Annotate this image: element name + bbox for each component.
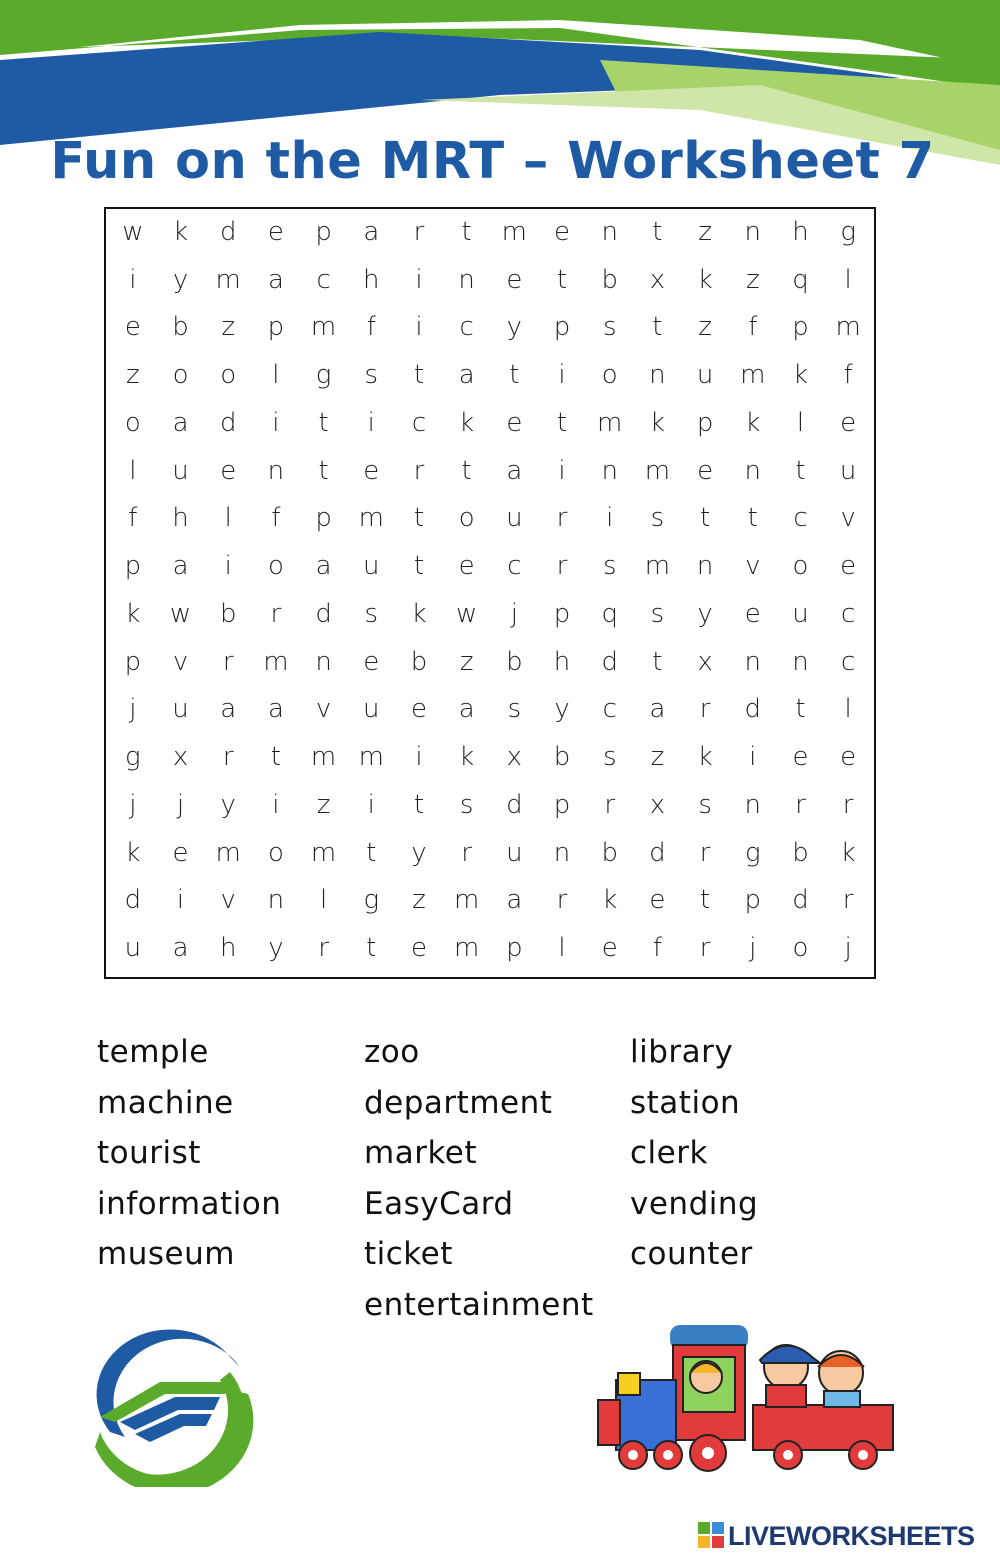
grid-letter[interactable]: l <box>129 455 137 486</box>
grid-letter[interactable]: u <box>363 551 380 582</box>
grid-letter[interactable]: t <box>366 933 377 964</box>
grid-letter[interactable]: s <box>364 360 379 391</box>
grid-letter[interactable]: a <box>458 360 475 391</box>
grid-letter[interactable]: m <box>597 407 623 438</box>
grid-letter[interactable]: d <box>506 789 523 820</box>
grid-letter[interactable]: l <box>224 503 232 534</box>
grid-letter[interactable]: p <box>267 312 285 343</box>
grid-letter[interactable]: f <box>748 312 758 343</box>
grid-letter[interactable]: t <box>318 455 329 486</box>
grid-letter[interactable]: k <box>840 837 856 868</box>
grid-letter[interactable]: u <box>839 455 857 486</box>
grid-letter[interactable]: h <box>553 646 571 677</box>
grid-letter[interactable]: m <box>310 312 337 343</box>
grid-letter[interactable]: a <box>363 216 380 247</box>
grid-letter[interactable]: f <box>843 360 853 391</box>
grid-letter[interactable]: t <box>270 742 281 773</box>
grid-letter[interactable]: y <box>268 933 284 964</box>
grid-letter[interactable]: l <box>319 885 328 916</box>
grid-letter[interactable]: s <box>459 789 474 820</box>
grid-letter[interactable]: t <box>652 646 663 677</box>
grid-letter[interactable]: h <box>792 216 809 247</box>
grid-letter[interactable]: x <box>506 742 523 773</box>
grid-letter[interactable]: g <box>315 360 332 391</box>
word-list-item: counter <box>630 1236 753 1273</box>
grid-letter[interactable]: v <box>840 503 856 534</box>
word-list-item: zoo <box>364 1034 420 1070</box>
grid-letter[interactable]: a <box>458 694 475 725</box>
grid-letter[interactable]: x <box>649 789 666 820</box>
grid-letter[interactable]: n <box>601 216 618 247</box>
grid-letter[interactable]: k <box>459 742 475 773</box>
grid-letter[interactable]: n <box>315 646 332 677</box>
grid-letter[interactable]: i <box>558 455 566 486</box>
grid-letter[interactable]: n <box>744 789 762 820</box>
grid-letter[interactable]: e <box>792 742 809 773</box>
grid-letter[interactable]: l <box>272 360 280 391</box>
grid-letter[interactable]: m <box>215 264 241 295</box>
grid-letter[interactable]: v <box>315 694 332 725</box>
word-list-item: vending <box>630 1185 759 1222</box>
grid-letter[interactable]: t <box>509 360 520 391</box>
grid-letter[interactable]: m <box>358 742 384 773</box>
grid-letter[interactable]: g <box>125 742 141 773</box>
grid-letter[interactable]: k <box>459 407 475 438</box>
grid-letter[interactable]: g <box>363 885 380 916</box>
grid-letter[interactable]: y <box>411 837 427 868</box>
grid-letter[interactable]: d <box>601 646 618 677</box>
grid-letter[interactable]: u <box>506 503 523 534</box>
grid-letter[interactable]: r <box>461 837 472 868</box>
grid-letter[interactable]: p <box>553 312 571 343</box>
grid-letter[interactable]: a <box>506 455 523 486</box>
grid-letter[interactable]: e <box>410 694 427 725</box>
grid-letter[interactable]: k <box>125 598 141 629</box>
grid-letter[interactable]: y <box>697 598 713 629</box>
grid-letter[interactable]: t <box>699 885 711 916</box>
grid-letter[interactable]: m <box>453 885 480 916</box>
word-list-item: market <box>364 1135 478 1172</box>
grid-letter[interactable]: x <box>697 646 713 677</box>
grid-letter[interactable]: t <box>652 312 663 343</box>
grid-letter[interactable]: r <box>556 551 568 582</box>
grid-letter[interactable]: d <box>315 598 332 629</box>
grid-letter[interactable]: g <box>840 216 856 247</box>
grid-letter[interactable]: e <box>220 455 237 486</box>
grid-letter[interactable]: z <box>316 789 331 820</box>
word-list-column-3 <box>630 1027 758 1280</box>
word-list-item: temple <box>97 1034 209 1070</box>
grid-letter[interactable]: t <box>795 455 806 486</box>
grid-letter[interactable]: o <box>124 407 141 438</box>
grid-letter[interactable]: z <box>126 360 140 391</box>
grid-letter[interactable]: j <box>129 694 137 725</box>
grid-letter[interactable]: h <box>172 503 189 534</box>
grid-letter[interactable]: o <box>267 837 284 868</box>
word-list-item: tourist <box>97 1135 201 1172</box>
grid-letter[interactable]: m <box>310 742 337 773</box>
word-list-column-2 <box>364 1027 594 1331</box>
grid-letter[interactable]: i <box>415 742 423 773</box>
grid-letter[interactable]: s <box>602 312 617 343</box>
grid-letter[interactable]: o <box>792 551 809 582</box>
grid-letter[interactable]: e <box>697 455 714 486</box>
grid-letter[interactable]: z <box>650 742 665 773</box>
grid-letter[interactable]: x <box>649 264 666 295</box>
grid-letter[interactable]: n <box>744 646 762 677</box>
grid-letter[interactable]: p <box>124 646 142 677</box>
grid-letter[interactable]: p <box>506 933 523 964</box>
grid-letter[interactable]: i <box>272 407 280 438</box>
grid-letter[interactable]: p <box>124 551 142 582</box>
grid-letter[interactable]: i <box>415 264 423 295</box>
grid-letter[interactable]: d <box>219 216 237 247</box>
grid-letter[interactable]: i <box>367 407 375 438</box>
grid-letter[interactable]: r <box>413 216 425 247</box>
grid-letter[interactable]: c <box>841 598 856 629</box>
grid-letter[interactable]: r <box>795 789 806 820</box>
grid-letter[interactable]: m <box>358 503 384 534</box>
grid-letter[interactable]: b <box>601 837 618 868</box>
grid-letter[interactable]: e <box>744 598 761 629</box>
grid-letter[interactable]: a <box>220 694 237 725</box>
grid-letter[interactable]: s <box>650 503 665 534</box>
grid-letter[interactable]: s <box>698 789 712 820</box>
liveworksheets-logo[interactable] <box>698 1520 975 1552</box>
grid-letter[interactable]: j <box>129 789 137 820</box>
grid-letter[interactable]: t <box>413 789 425 820</box>
grid-letter[interactable]: a <box>315 551 332 582</box>
grid-letter[interactable]: o <box>601 360 618 391</box>
word-list-item: ticket <box>364 1236 453 1273</box>
grid-letter[interactable]: e <box>554 216 571 247</box>
grid-letter[interactable]: p <box>315 216 332 247</box>
grid-letter[interactable]: p <box>792 312 809 343</box>
grid-letter[interactable]: i <box>272 789 280 820</box>
grid-letter[interactable]: f <box>652 933 662 964</box>
grid-letter[interactable]: r <box>556 885 568 916</box>
word-list-item: museum <box>97 1236 235 1273</box>
grid-letter[interactable]: n <box>267 885 285 916</box>
grid-letter[interactable]: n <box>744 216 762 247</box>
grid-letter[interactable]: t <box>461 455 472 486</box>
grid-letter[interactable]: e <box>267 216 284 247</box>
grid-letter[interactable]: a <box>172 407 189 438</box>
grid-letter[interactable]: m <box>310 837 337 868</box>
grid-letter[interactable]: t <box>652 216 663 247</box>
grid-letter[interactable]: d <box>124 885 142 916</box>
grid-letter[interactable]: c <box>507 551 522 582</box>
grid-letter[interactable]: y <box>172 264 189 295</box>
grid-letter[interactable]: a <box>267 264 284 295</box>
grid-letter[interactable]: i <box>367 789 375 820</box>
grid-letter[interactable]: w <box>169 598 192 629</box>
grid-letter[interactable]: i <box>749 742 757 773</box>
grid-letter[interactable]: h <box>219 933 237 964</box>
word-list-column-1 <box>97 1027 281 1280</box>
grid-letter[interactable]: n <box>601 455 618 486</box>
grid-letter[interactable]: e <box>840 407 857 438</box>
grid-letter[interactable]: r <box>699 933 711 964</box>
word-search-grid[interactable] <box>109 208 872 972</box>
grid-letter[interactable]: k <box>697 264 713 295</box>
grid-letter[interactable]: c <box>793 503 808 534</box>
grid-letter[interactable]: b <box>601 264 618 295</box>
grid-letter[interactable]: j <box>844 933 852 964</box>
grid-letter[interactable]: q <box>792 264 809 295</box>
grid-letter[interactable]: t <box>461 216 472 247</box>
grid-letter[interactable]: a <box>506 885 523 916</box>
grid-letter[interactable]: e <box>649 885 666 916</box>
grid-letter[interactable]: u <box>172 694 189 725</box>
grid-letter[interactable]: s <box>650 598 665 629</box>
grid-letter[interactable]: t <box>413 503 425 534</box>
grid-letter[interactable]: u <box>696 360 714 391</box>
grid-letter[interactable]: m <box>501 216 527 247</box>
grid-letter[interactable]: a <box>172 551 189 582</box>
grid-letter[interactable]: l <box>844 694 852 725</box>
grid-letter[interactable]: m <box>644 551 671 582</box>
grid-letter[interactable]: i <box>224 551 232 582</box>
grid-letter[interactable]: v <box>745 551 761 582</box>
grid-letter[interactable]: f <box>271 503 281 534</box>
grid-letter[interactable]: b <box>410 646 428 677</box>
grid-letter[interactable]: b <box>219 598 237 629</box>
grid-letter[interactable]: m <box>453 933 480 964</box>
grid-letter[interactable]: o <box>220 360 237 391</box>
grid-letter[interactable]: r <box>270 598 282 629</box>
grid-letter[interactable]: f <box>128 503 138 534</box>
word-list-item: machine <box>97 1084 234 1121</box>
grid-letter[interactable]: p <box>315 503 332 534</box>
grid-letter[interactable]: z <box>745 264 760 295</box>
grid-letter[interactable]: n <box>792 646 809 677</box>
taipei-metro-logo <box>80 1322 255 1487</box>
word-list-item: clerk <box>630 1135 708 1172</box>
grid-letter[interactable]: n <box>696 551 714 582</box>
grid-letter[interactable]: i <box>176 885 185 916</box>
grid-letter[interactable]: e <box>601 933 618 964</box>
grid-letter[interactable]: z <box>459 646 474 677</box>
grid-letter[interactable]: c <box>459 312 474 343</box>
grid-letter[interactable]: e <box>840 742 857 773</box>
grid-letter[interactable]: f <box>366 312 376 343</box>
grid-letter[interactable]: c <box>841 646 856 677</box>
grid-letter[interactable]: k <box>125 837 141 868</box>
grid-letter[interactable]: y <box>506 312 523 343</box>
word-list-item: station <box>630 1084 741 1121</box>
grid-letter[interactable]: u <box>124 933 142 964</box>
grid-letter[interactable]: e <box>363 455 380 486</box>
word-list-item: information <box>97 1185 282 1222</box>
grid-letter[interactable]: y <box>220 789 236 820</box>
grid-letter[interactable]: b <box>172 312 189 343</box>
grid-letter[interactable]: t <box>556 264 568 295</box>
grid-letter[interactable]: u <box>792 598 809 629</box>
grid-letter[interactable]: e <box>506 264 523 295</box>
grid-letter[interactable]: i <box>558 360 566 391</box>
grid-letter[interactable]: k <box>745 407 761 438</box>
grid-letter[interactable]: t <box>413 360 425 391</box>
grid-letter[interactable]: p <box>553 598 571 629</box>
grid-letter[interactable]: m <box>740 360 766 391</box>
grid-letter[interactable]: r <box>318 933 329 964</box>
grid-letter[interactable]: d <box>649 837 666 868</box>
grid-letter[interactable]: t <box>318 407 329 438</box>
grid-letter[interactable]: i <box>606 503 614 534</box>
grid-letter[interactable]: y <box>554 694 570 725</box>
grid-letter[interactable]: k <box>411 598 427 629</box>
grid-letter[interactable]: r <box>413 455 425 486</box>
grid-letter[interactable]: n <box>553 837 571 868</box>
grid-letter[interactable]: c <box>316 264 331 295</box>
grid-letter[interactable]: p <box>744 885 762 916</box>
grid-letter[interactable]: p <box>553 789 571 820</box>
grid-letter[interactable]: s <box>602 551 617 582</box>
grid-letter[interactable]: v <box>220 885 236 916</box>
grid-letter[interactable]: n <box>744 455 762 486</box>
grid-letter[interactable]: u <box>172 455 189 486</box>
grid-letter[interactable]: k <box>173 216 189 247</box>
grid-letter[interactable]: c <box>411 407 427 438</box>
grid-letter[interactable]: o <box>458 503 475 534</box>
grid-letter[interactable]: e <box>410 933 427 964</box>
grid-letter[interactable]: c <box>602 694 617 725</box>
grid-letter[interactable]: z <box>221 312 236 343</box>
grid-letter[interactable]: h <box>363 264 380 295</box>
grid-letter[interactable]: l <box>796 407 805 438</box>
grid-letter[interactable]: n <box>458 264 475 295</box>
grid-letter[interactable]: b <box>506 646 523 677</box>
grid-letter[interactable]: r <box>842 789 854 820</box>
grid-letter[interactable]: e <box>172 837 189 868</box>
grid-letter[interactable]: g <box>744 837 761 868</box>
grid-letter[interactable]: r <box>222 742 234 773</box>
grid-letter[interactable]: o <box>172 360 189 391</box>
grid-letter[interactable]: r <box>222 646 234 677</box>
grid-letter[interactable]: r <box>699 694 711 725</box>
grid-letter[interactable]: s <box>364 598 379 629</box>
grid-letter[interactable]: z <box>698 216 712 247</box>
grid-letter[interactable]: e <box>124 312 141 343</box>
grid-letter[interactable]: q <box>601 598 618 629</box>
grid-letter[interactable]: l <box>844 264 852 295</box>
grid-letter[interactable]: r <box>604 789 616 820</box>
grid-letter[interactable]: d <box>744 694 762 725</box>
grid-letter[interactable]: k <box>649 407 665 438</box>
grid-letter[interactable]: j <box>510 598 518 629</box>
word-list-item: department <box>364 1084 553 1121</box>
grid-letter[interactable]: d <box>792 885 809 916</box>
grid-letter[interactable]: b <box>553 742 571 773</box>
grid-letter[interactable]: a <box>267 694 284 725</box>
grid-letter[interactable]: t <box>366 837 377 868</box>
grid-letter[interactable]: t <box>747 503 758 534</box>
grid-letter[interactable]: d <box>219 407 237 438</box>
word-list-item: entertainment <box>364 1286 594 1323</box>
grid-letter[interactable]: i <box>129 264 137 295</box>
grid-letter[interactable]: j <box>176 789 185 820</box>
liveworksheets-icon <box>698 1522 724 1550</box>
page-title: Fun on the MRT – Worksheet 7 <box>50 132 935 191</box>
kids-train-illustration <box>588 1305 898 1480</box>
grid-letter[interactable]: z <box>412 885 426 916</box>
grid-letter[interactable]: r <box>699 837 711 868</box>
grid-letter[interactable]: v <box>172 646 189 677</box>
grid-letter[interactable]: j <box>749 933 757 964</box>
grid-letter[interactable]: o <box>792 933 809 964</box>
grid-letter[interactable]: u <box>363 694 380 725</box>
grid-letter[interactable]: t <box>556 407 568 438</box>
word-list-item: library <box>630 1034 734 1070</box>
liveworksheets-brand-text: LIVEWORKSHEETS <box>728 1520 975 1551</box>
grid-letter[interactable]: r <box>842 885 854 916</box>
grid-letter[interactable]: l <box>558 933 566 964</box>
grid-letter[interactable]: a <box>172 933 189 964</box>
grid-letter[interactable]: w <box>456 598 478 629</box>
grid-letter[interactable]: t <box>795 694 806 725</box>
grid-letter[interactable]: k <box>697 742 713 773</box>
grid-letter[interactable]: p <box>696 407 714 438</box>
grid-letter[interactable]: s <box>602 742 617 773</box>
grid-letter[interactable]: t <box>413 551 425 582</box>
grid-letter[interactable]: b <box>792 837 809 868</box>
grid-letter[interactable]: m <box>644 455 671 486</box>
grid-letter[interactable]: e <box>506 407 523 438</box>
grid-letter[interactable]: n <box>649 360 666 391</box>
grid-letter[interactable]: e <box>458 551 475 582</box>
grid-letter[interactable]: k <box>602 885 618 916</box>
grid-letter[interactable]: m <box>263 646 289 677</box>
grid-letter[interactable]: a <box>649 694 666 725</box>
grid-letter[interactable]: n <box>267 455 285 486</box>
grid-letter[interactable]: z <box>698 312 712 343</box>
grid-letter[interactable]: w <box>122 216 144 247</box>
grid-letter[interactable]: e <box>363 646 380 677</box>
grid-letter[interactable]: r <box>556 503 568 534</box>
grid-letter[interactable]: e <box>840 551 857 582</box>
grid-letter[interactable]: m <box>835 312 861 343</box>
grid-letter[interactable]: u <box>506 837 523 868</box>
grid-letter[interactable]: m <box>215 837 241 868</box>
grid-letter[interactable]: o <box>267 551 284 582</box>
grid-letter[interactable]: t <box>699 503 711 534</box>
word-list-item: EasyCard <box>364 1185 514 1222</box>
grid-letter[interactable]: s <box>507 694 522 725</box>
grid-letter[interactable]: i <box>415 312 423 343</box>
grid-letter[interactable]: k <box>792 360 808 391</box>
grid-letter[interactable]: x <box>172 742 189 773</box>
